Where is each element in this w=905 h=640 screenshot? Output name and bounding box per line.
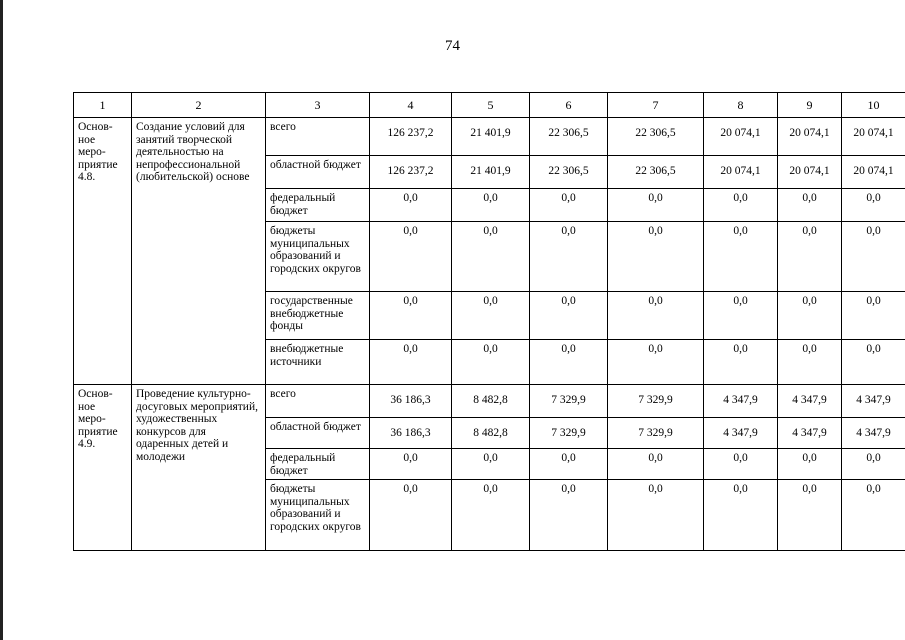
value-cell: 0,0 xyxy=(608,480,704,551)
value-cell: 0,0 xyxy=(452,292,530,340)
column-header: 5 xyxy=(452,93,530,118)
value-cell: 4 347,9 xyxy=(704,418,778,449)
funding-source: всего xyxy=(266,385,370,418)
value-cell: 0,0 xyxy=(778,189,842,222)
column-header: 6 xyxy=(530,93,608,118)
value-cell: 0,0 xyxy=(370,222,452,292)
table-row xyxy=(74,118,905,156)
value-cell: 0,0 xyxy=(842,222,905,292)
value-cell: 0,0 xyxy=(608,222,704,292)
value-cell: 4 347,9 xyxy=(778,418,842,449)
value-cell: 22 306,5 xyxy=(608,118,704,156)
activity-code: Основ- ное меро- приятие 4.8. xyxy=(74,118,132,385)
page-number: 74 xyxy=(445,38,460,54)
value-cell: 0,0 xyxy=(370,449,452,480)
value-cell: 0,0 xyxy=(778,292,842,340)
value-cell: 0,0 xyxy=(704,480,778,551)
value-cell: 0,0 xyxy=(370,480,452,551)
value-cell: 7 329,9 xyxy=(530,418,608,449)
value-cell: 0,0 xyxy=(608,292,704,340)
value-cell: 0,0 xyxy=(530,292,608,340)
funding-source: федеральный бюджет xyxy=(266,189,370,222)
value-cell: 7 329,9 xyxy=(530,385,608,418)
column-header: 9 xyxy=(778,93,842,118)
page-edge xyxy=(0,0,3,640)
funding-source: федеральный бюджет xyxy=(266,449,370,480)
value-cell: 0,0 xyxy=(778,449,842,480)
funding-source: областной бюджет xyxy=(266,156,370,189)
funding-source: всего xyxy=(266,118,370,156)
column-header: 8 xyxy=(704,93,778,118)
funding-source: государственные внебюджетные фонды xyxy=(266,292,370,340)
value-cell: 20 074,1 xyxy=(842,156,905,189)
value-cell: 20 074,1 xyxy=(704,156,778,189)
value-cell: 126 237,2 xyxy=(370,156,452,189)
activity-title: Проведение культурно-досуговых мероприятий, художественных конкурсов для одаренных детей и молодежи xyxy=(132,385,266,551)
value-cell: 0,0 xyxy=(842,292,905,340)
table-row xyxy=(74,385,905,418)
value-cell: 36 186,3 xyxy=(370,418,452,449)
value-cell: 0,0 xyxy=(452,340,530,385)
value-cell: 22 306,5 xyxy=(530,156,608,189)
value-cell: 7 329,9 xyxy=(608,385,704,418)
column-header: 10 xyxy=(842,93,905,118)
value-cell: 0,0 xyxy=(842,340,905,385)
value-cell: 0,0 xyxy=(842,480,905,551)
value-cell: 0,0 xyxy=(704,222,778,292)
value-cell: 4 347,9 xyxy=(778,385,842,418)
activity-title: Создание условий для занятий творческой деятельностью на непрофессиональной (любительской) основе xyxy=(132,118,266,385)
value-cell: 0,0 xyxy=(452,189,530,222)
value-cell: 0,0 xyxy=(608,189,704,222)
value-cell: 0,0 xyxy=(370,292,452,340)
value-cell: 0,0 xyxy=(452,222,530,292)
value-cell: 0,0 xyxy=(778,222,842,292)
value-cell: 0,0 xyxy=(842,189,905,222)
value-cell: 20 074,1 xyxy=(778,156,842,189)
value-cell: 21 401,9 xyxy=(452,156,530,189)
value-cell: 0,0 xyxy=(608,340,704,385)
value-cell: 0,0 xyxy=(530,189,608,222)
value-cell: 0,0 xyxy=(530,340,608,385)
funding-source: внебюджетные источники xyxy=(266,340,370,385)
value-cell: 0,0 xyxy=(704,449,778,480)
column-header: 1 xyxy=(74,93,132,118)
header-row xyxy=(74,93,905,118)
column-header: 2 xyxy=(132,93,266,118)
funding-source: бюджеты муниципальных образований и городских округов xyxy=(266,480,370,551)
value-cell: 0,0 xyxy=(370,340,452,385)
value-cell: 36 186,3 xyxy=(370,385,452,418)
value-cell: 22 306,5 xyxy=(608,156,704,189)
value-cell: 0,0 xyxy=(370,189,452,222)
value-cell: 0,0 xyxy=(608,449,704,480)
value-cell: 8 482,8 xyxy=(452,385,530,418)
value-cell: 0,0 xyxy=(452,449,530,480)
value-cell: 0,0 xyxy=(842,449,905,480)
value-cell: 21 401,9 xyxy=(452,118,530,156)
value-cell: 0,0 xyxy=(704,189,778,222)
value-cell: 4 347,9 xyxy=(704,385,778,418)
value-cell: 22 306,5 xyxy=(530,118,608,156)
value-cell: 0,0 xyxy=(530,222,608,292)
value-cell: 20 074,1 xyxy=(778,118,842,156)
table-body xyxy=(74,93,905,551)
column-header: 4 xyxy=(370,93,452,118)
column-header: 7 xyxy=(608,93,704,118)
value-cell: 0,0 xyxy=(778,340,842,385)
value-cell: 0,0 xyxy=(452,480,530,551)
funding-source: областной бюджет xyxy=(266,418,370,449)
value-cell: 20 074,1 xyxy=(842,118,905,156)
value-cell: 7 329,9 xyxy=(608,418,704,449)
value-cell: 0,0 xyxy=(530,480,608,551)
value-cell: 0,0 xyxy=(704,340,778,385)
value-cell: 0,0 xyxy=(778,480,842,551)
value-cell: 0,0 xyxy=(704,292,778,340)
value-cell: 8 482,8 xyxy=(452,418,530,449)
column-header: 3 xyxy=(266,93,370,118)
budget-table xyxy=(73,92,905,551)
value-cell: 4 347,9 xyxy=(842,418,905,449)
activity-code: Основ- ное меро- приятие 4.9. xyxy=(74,385,132,551)
funding-source: бюджеты муниципальных образований и городских округов xyxy=(266,222,370,292)
value-cell: 20 074,1 xyxy=(704,118,778,156)
value-cell: 0,0 xyxy=(530,449,608,480)
value-cell: 126 237,2 xyxy=(370,118,452,156)
value-cell: 4 347,9 xyxy=(842,385,905,418)
